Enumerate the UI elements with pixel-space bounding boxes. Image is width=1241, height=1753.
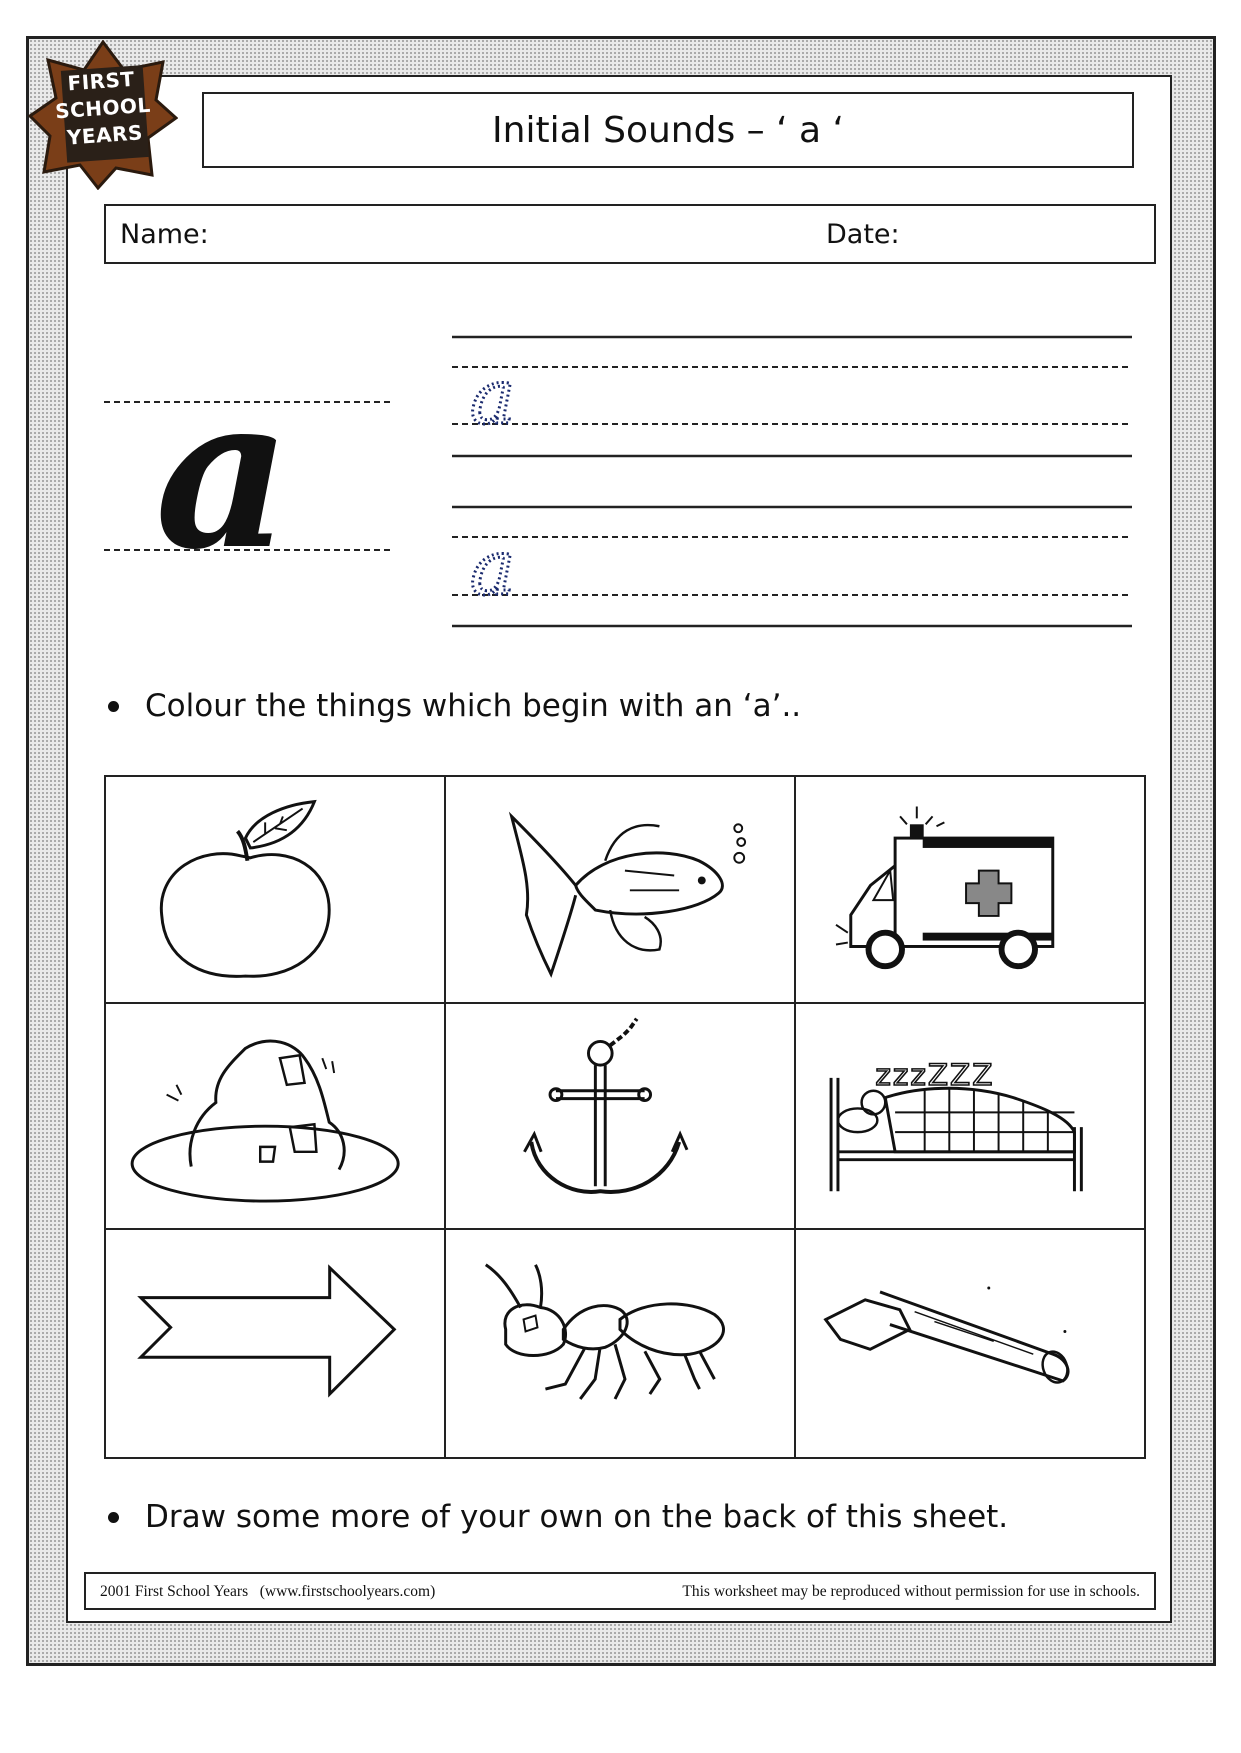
bullet-icon — [108, 1512, 119, 1523]
logo-line: FIRST — [66, 66, 136, 96]
picture-cell-apple[interactable] — [106, 777, 446, 1004]
picture-cell-axe[interactable] — [796, 1230, 1144, 1457]
picture-cell-ant[interactable] — [446, 1230, 796, 1457]
handwriting-practice-area — [0, 0, 1241, 700]
footer-copyright: 2001 First School Years (www.firstschoolyears.com) — [100, 1583, 436, 1600]
picture-grid — [104, 775, 1146, 1459]
apple-icon — [106, 777, 444, 1002]
footer — [84, 1572, 1156, 1610]
anchor-icon — [446, 1004, 794, 1229]
trace-letter: a — [470, 523, 516, 612]
footer-permission: This worksheet may be reproduced without permission for use in schools. — [682, 1583, 1140, 1600]
ant-icon — [446, 1230, 794, 1457]
picture-cell-hat[interactable] — [106, 1004, 446, 1231]
instruction-colour — [104, 688, 801, 724]
picture-cell-arrow[interactable] — [106, 1230, 446, 1457]
arrow-icon — [106, 1230, 444, 1457]
bed-icon — [796, 1004, 1144, 1229]
name-label: Name: — [120, 219, 209, 250]
hat-icon — [106, 1004, 444, 1229]
picture-cell-fish[interactable] — [446, 777, 796, 1004]
logo-line: SCHOOL — [54, 92, 152, 124]
trace-letter: a — [470, 352, 516, 441]
instruction-draw — [104, 1499, 1008, 1535]
picture-cell-bed[interactable] — [796, 1004, 1144, 1231]
fish-icon — [446, 777, 794, 1002]
date-label: Date: — [826, 219, 900, 250]
instruction-text: Draw some more of your own on the back of this sheet. — [145, 1499, 1009, 1535]
sleep-text: zzzZZZ — [875, 1057, 995, 1092]
ambulance-icon — [796, 777, 1144, 1002]
logo-line: YEARS — [66, 120, 144, 150]
bullet-icon — [108, 701, 119, 712]
big-letter: a — [155, 349, 292, 596]
axe-icon — [796, 1230, 1144, 1457]
picture-cell-anchor[interactable] — [446, 1004, 796, 1231]
picture-cell-ambulance[interactable] — [796, 777, 1144, 1004]
page-title: Initial Sounds – ‘ a ‘ — [492, 109, 844, 151]
instruction-text: Colour the things which begin with an ‘a’.. — [145, 688, 802, 724]
